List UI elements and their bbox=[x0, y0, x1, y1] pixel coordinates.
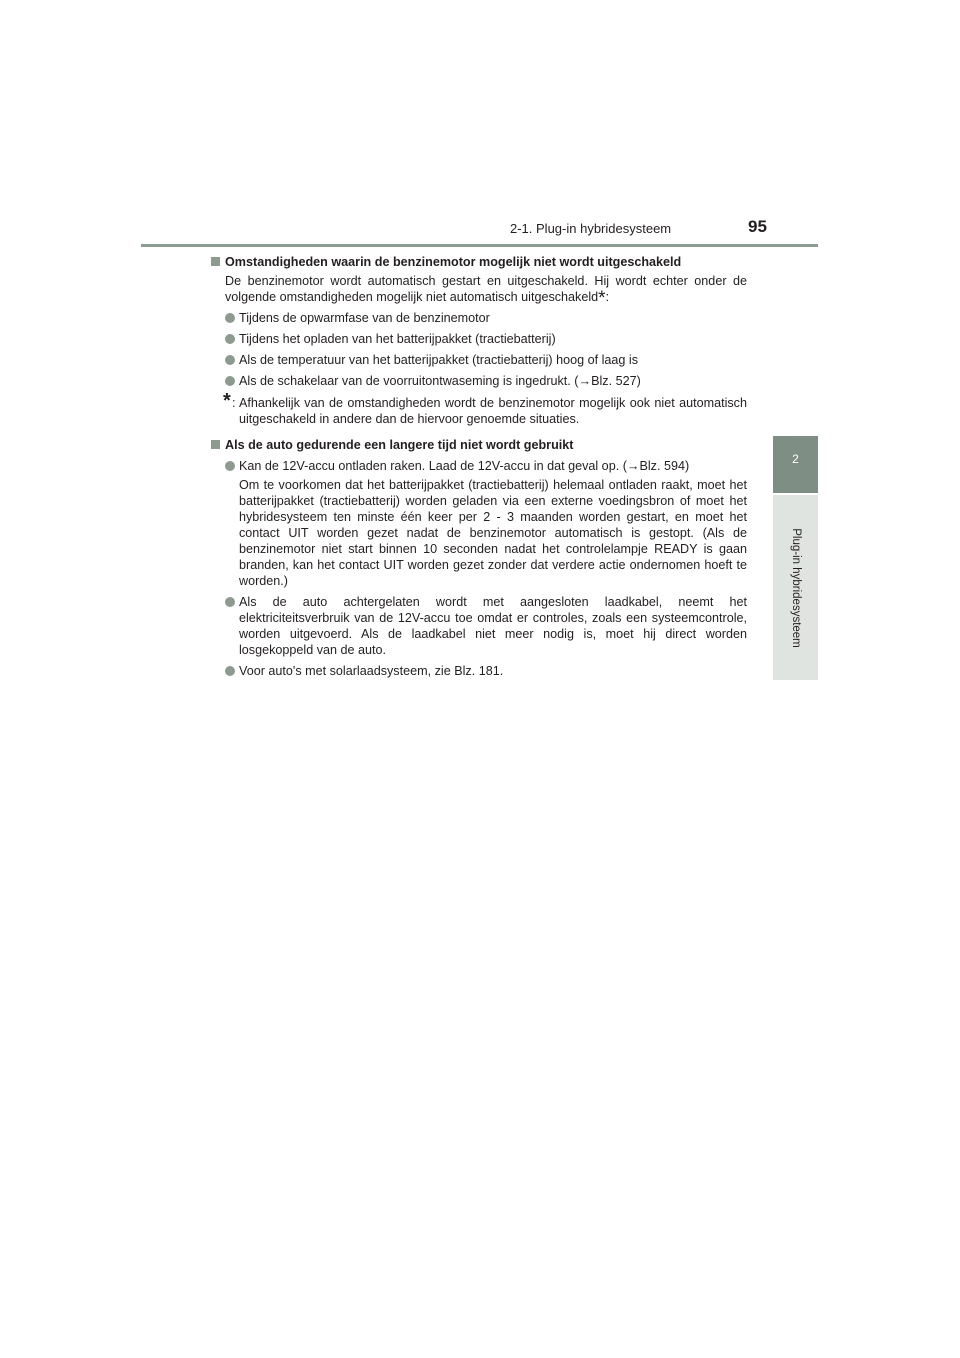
bullet-icon bbox=[225, 461, 235, 471]
section-heading bbox=[210, 254, 747, 270]
spacer bbox=[210, 427, 747, 437]
list-item-continuation: Om te voorkomen dat het batterijpakket (tractiebatterij) helemaal ontladen raakt, moet het batterijpakket (tractiebatterij) worden geladen via een externe voedingsbron of moet het hybridesysteem ten minste één keer per 2 - 3 maanden worden gestart, en moet het contact UIT worden gezet nadat de benzinemotor automatisch is gestopt. (Als de benzinemotor niet start binnen 10 seconden nadat het controlelampje READY is gaan branden, kan het contact UIT worden gezet zonder dat verdere actie ondernomen hoeft te worden.) bbox=[239, 478, 747, 588]
chapter-label: Plug-in hybridesysteem bbox=[790, 528, 802, 648]
footnote-asterisk: * bbox=[223, 390, 231, 412]
list-item-text: Kan de 12V-accu ontladen raken. Laad de 12V-accu in dat geval op. (→Blz. 594) bbox=[239, 459, 690, 473]
list-item-text: Als de auto achtergelaten wordt met aangesloten laadkabel, neemt het elektriciteitsverbruik van de 12V-accu toe omdat er controles, zoals een systeemcontrole, worden uitgevoerd. Als de laadkabel niet meer nodig is, moet hij direct worden losgekoppeld van de auto. bbox=[239, 595, 747, 657]
list-item bbox=[210, 458, 747, 474]
list-item bbox=[210, 352, 747, 368]
list-item-text: Als de schakelaar van de voorruitontwaseming is ingedrukt. (→Blz. 527) bbox=[239, 374, 641, 388]
asterisk-mark: * bbox=[598, 288, 606, 309]
chapter-number: 2 bbox=[792, 452, 799, 466]
section-heading bbox=[210, 437, 747, 453]
square-bullet-icon bbox=[211, 440, 220, 449]
list-item bbox=[210, 663, 747, 679]
intro-end: : bbox=[605, 290, 610, 304]
section-title: 2-1. Plug-in hybridesysteem bbox=[510, 221, 672, 236]
footnote-text: Afhankelijk van de omstandigheden wordt de benzinemotor mogelijk ook niet automatisch uitgeschakeld in andere dan de hiervoor genoemde situaties. bbox=[239, 396, 747, 426]
intro-text: De benzinemotor wordt automatisch gestart en uitgeschakeld. Hij wordt echter onder de volgende omstandigheden mogelijk niet automatisch uitgeschakeld bbox=[225, 274, 747, 304]
list-item bbox=[210, 594, 747, 658]
bullet-icon bbox=[225, 355, 235, 365]
bullet-icon bbox=[225, 334, 235, 344]
heading-text: Als de auto gedurende een langere tijd niet wordt gebruikt bbox=[225, 438, 574, 452]
page-number: 95 bbox=[748, 217, 767, 236]
bullet-icon bbox=[225, 666, 235, 676]
footnote bbox=[210, 390, 747, 427]
list-item bbox=[210, 373, 747, 389]
heading-text: Omstandigheden waarin de benzinemotor mogelijk niet wordt uitgeschakeld bbox=[225, 255, 682, 269]
bullet-icon bbox=[225, 313, 235, 323]
list-item-text: Tijdens de opwarmfase van de benzinemotor bbox=[239, 311, 490, 325]
page-content bbox=[210, 254, 747, 679]
footnote-colon: : bbox=[232, 396, 236, 410]
list-item-text: Als de temperatuur van het batterijpakket (tractiebatterij) hoog of laag is bbox=[239, 353, 639, 367]
header-divider bbox=[141, 244, 818, 247]
bullet-icon bbox=[225, 376, 235, 386]
list-item bbox=[210, 331, 747, 347]
list-item-text: Voor auto's met solarlaadsysteem, zie Blz. 181. bbox=[239, 664, 504, 678]
section-intro bbox=[225, 273, 747, 309]
bullet-icon bbox=[225, 597, 235, 607]
list-item-text: Tijdens het opladen van het batterijpakket (tractiebatterij) bbox=[239, 332, 556, 346]
list-item bbox=[210, 310, 747, 326]
square-bullet-icon bbox=[211, 257, 220, 266]
